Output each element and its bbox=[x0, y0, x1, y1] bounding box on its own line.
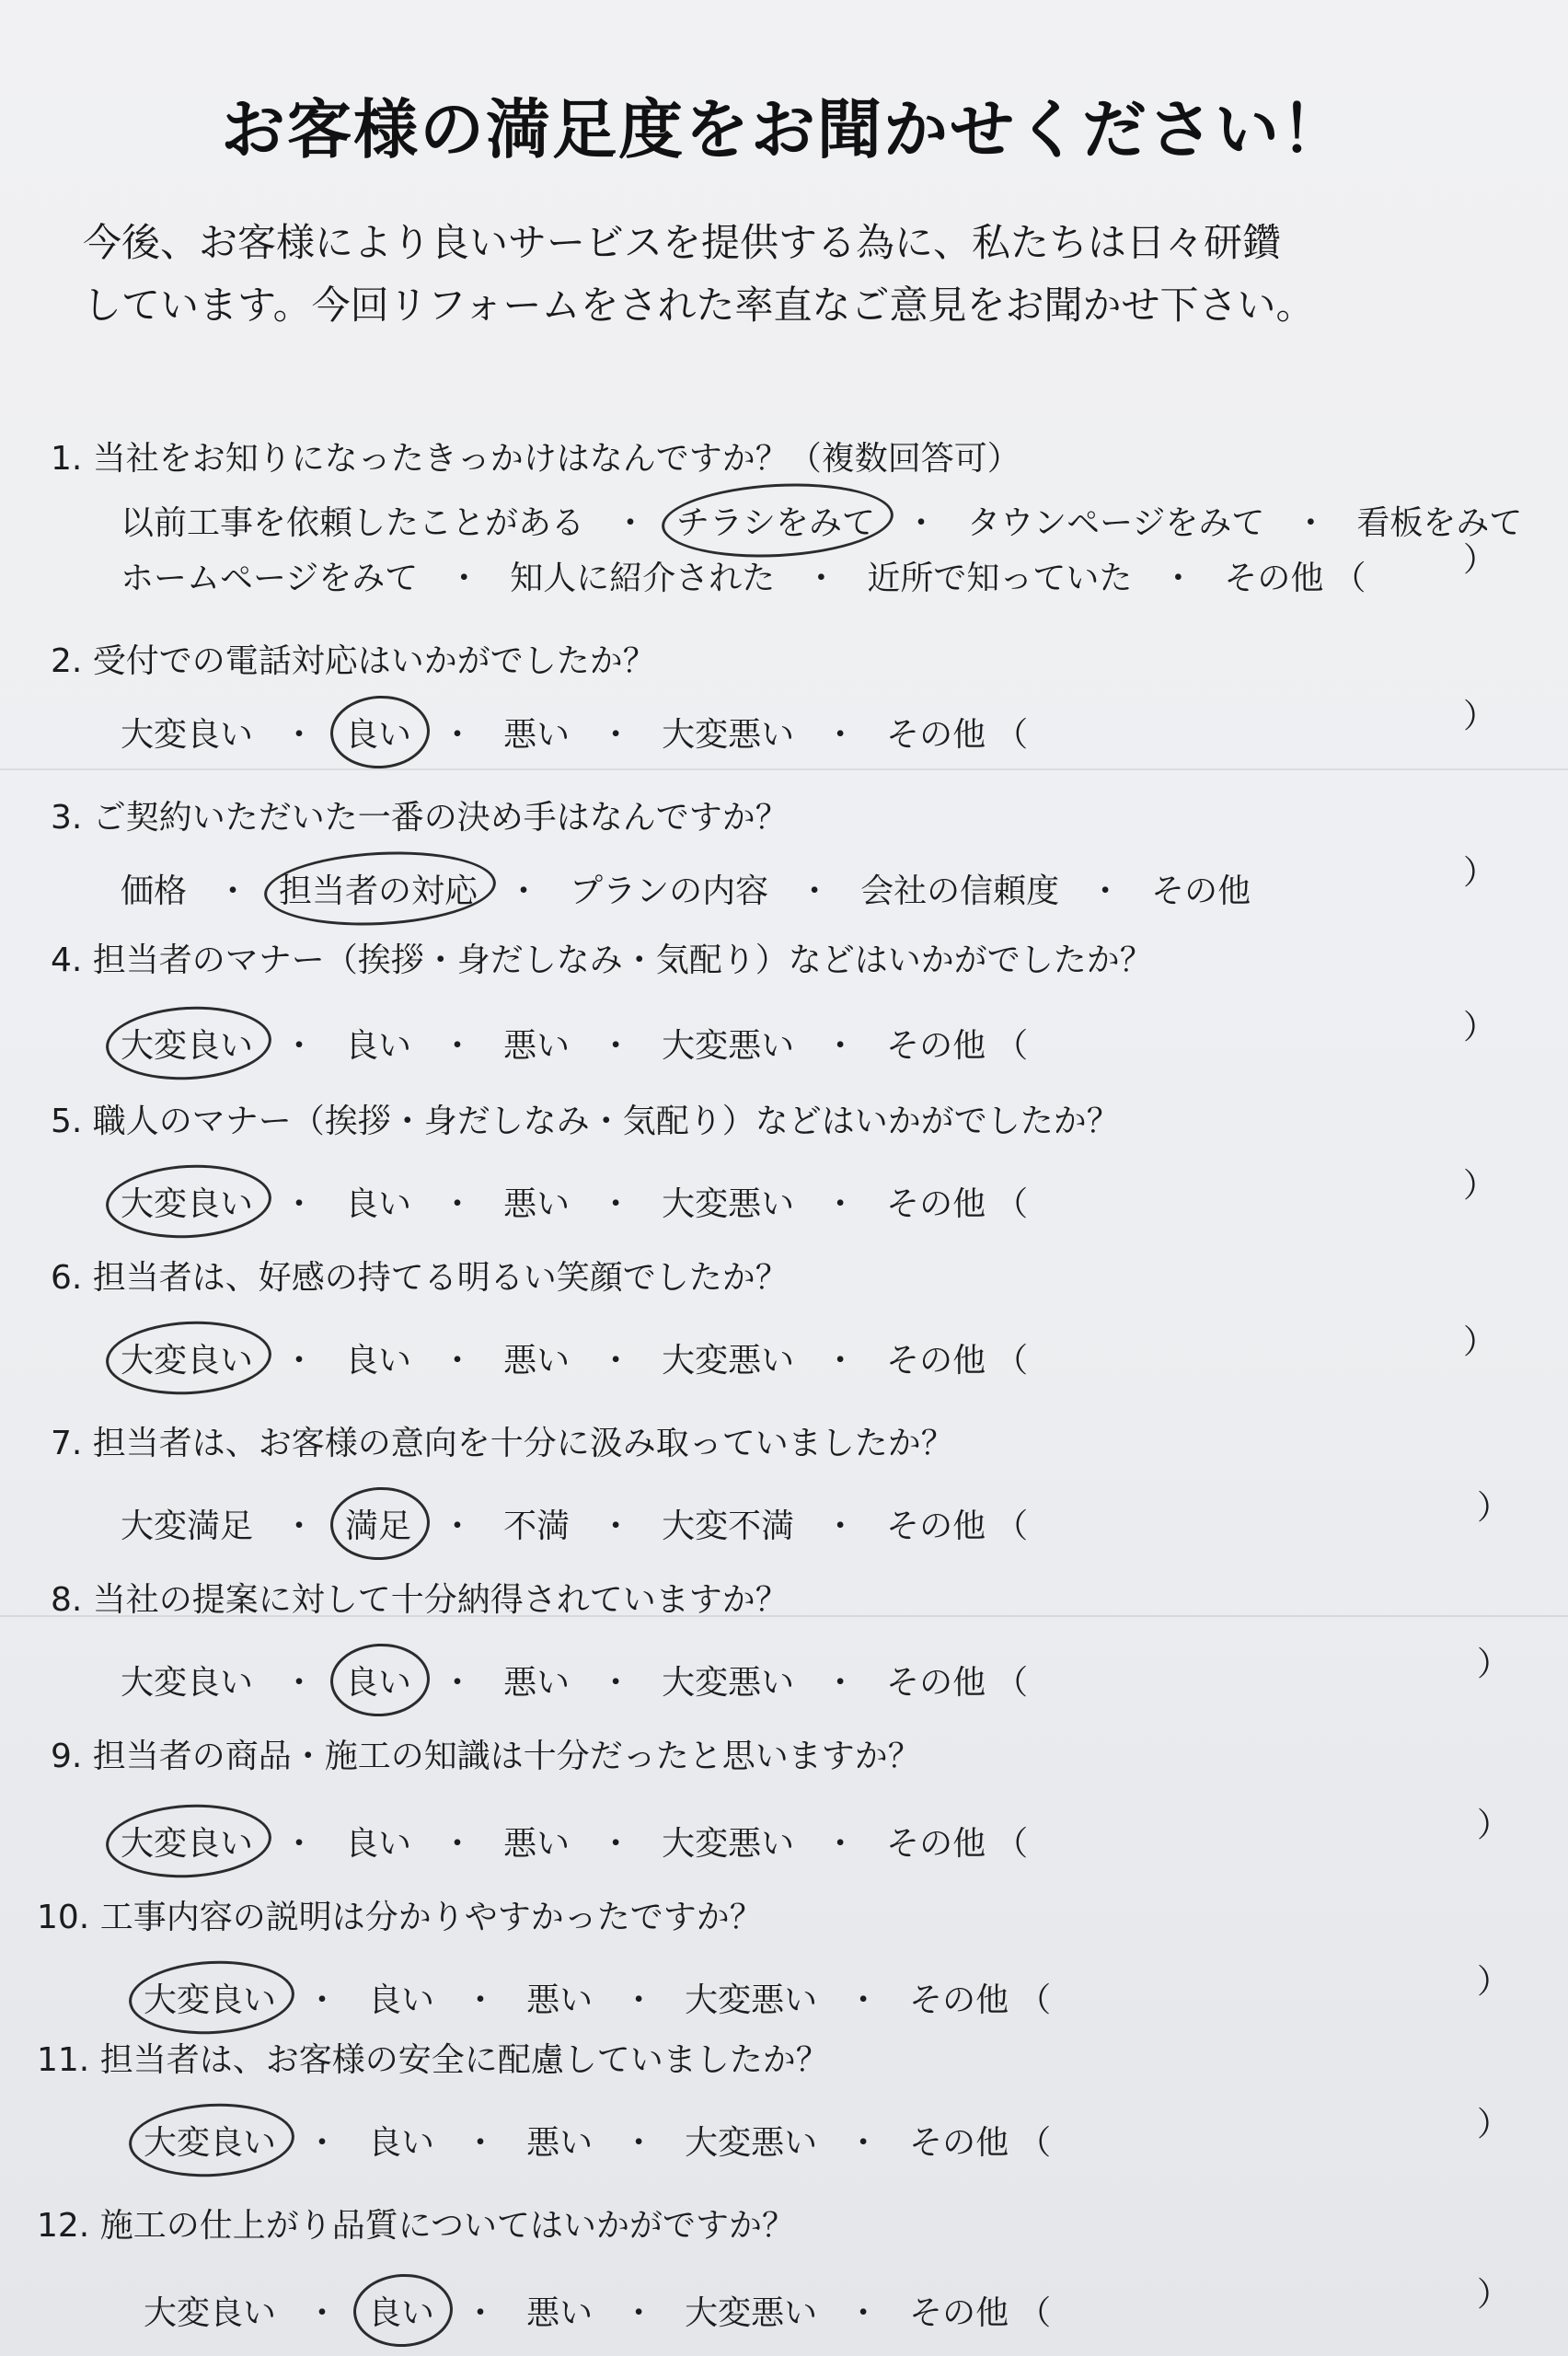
paren-close: ） bbox=[1477, 2276, 1511, 2314]
separator: ・ bbox=[614, 504, 648, 542]
paren-close: ） bbox=[1463, 698, 1497, 735]
separator: ・ bbox=[306, 2294, 340, 2332]
options-row bbox=[115, 865, 1256, 912]
separator: ・ bbox=[441, 1825, 475, 1863]
option-item[interactable]: 良い bbox=[368, 1981, 435, 2019]
option-selected[interactable]: 大変良い bbox=[115, 1178, 259, 1225]
option-selected[interactable]: 大変良い bbox=[115, 1334, 259, 1381]
separator: ・ bbox=[824, 1825, 858, 1863]
paren-open: （ bbox=[995, 1825, 1029, 1863]
option-selected[interactable]: 大変良い bbox=[138, 1974, 282, 2021]
separator: ・ bbox=[441, 716, 475, 754]
option-item[interactable]: 知人に紹介された bbox=[510, 560, 776, 597]
separator: ・ bbox=[847, 2124, 881, 2162]
option-item[interactable]: 悪い bbox=[526, 2294, 594, 2332]
separator: ・ bbox=[464, 1981, 498, 2019]
option-item[interactable]: 良い bbox=[345, 1027, 412, 1065]
option-item[interactable]: その他 bbox=[886, 1825, 986, 1863]
paren-close: ） bbox=[1477, 1807, 1511, 1844]
separator: ・ bbox=[599, 1664, 633, 1702]
separator: ・ bbox=[599, 1825, 633, 1863]
separator: ・ bbox=[599, 1342, 633, 1380]
separator: ・ bbox=[622, 2294, 656, 2332]
option-item[interactable]: その他 bbox=[886, 1027, 986, 1065]
options-row bbox=[115, 1500, 1028, 1547]
options-row bbox=[115, 1657, 1028, 1703]
option-selected[interactable]: 良い bbox=[363, 2287, 440, 2334]
question-text: 10. 工事内容の説明は分かりやすかったですか？ bbox=[37, 1899, 763, 1936]
separator: ・ bbox=[282, 1825, 317, 1863]
separator: ・ bbox=[282, 1664, 317, 1702]
option-item[interactable]: その他 bbox=[886, 1185, 986, 1223]
option-item[interactable]: 会社の信頼度 bbox=[860, 872, 1060, 910]
option-item[interactable]: 良い bbox=[345, 1825, 412, 1863]
question-text: 3. ご契約いただいた一番の決め手はなんですか？ bbox=[51, 799, 789, 837]
options-row bbox=[115, 709, 1028, 756]
separator: ・ bbox=[441, 1342, 475, 1380]
question-text: 4. 担当者のマナー（挨拶・身だしなみ・気配り）などはいかがでしたか？ bbox=[51, 941, 1153, 979]
intro-line-1: 今後、お客様により良いサービスを提供する為に、私たちは日々研鑽 bbox=[83, 220, 1282, 265]
separator: ・ bbox=[905, 504, 939, 542]
option-item[interactable]: 大変不満 bbox=[662, 1507, 795, 1545]
paren-open: （ bbox=[995, 1507, 1029, 1545]
separator: ・ bbox=[282, 716, 317, 754]
separator: ・ bbox=[599, 716, 633, 754]
options-row bbox=[115, 1020, 1028, 1067]
option-item[interactable]: 悪い bbox=[503, 1825, 571, 1863]
question-text: 7. 担当者は、お客様の意向を十分に汲み取っていましたか？ bbox=[51, 1425, 954, 1462]
separator: ・ bbox=[1294, 504, 1328, 542]
option-item[interactable]: 大変悪い bbox=[662, 1342, 795, 1380]
intro-text bbox=[83, 212, 1518, 337]
option-selected[interactable]: チラシをみて bbox=[671, 497, 881, 544]
option-selected[interactable]: 良い bbox=[340, 709, 417, 756]
question-text: 6. 担当者は、好感の持てる明るい笑顔でしたか？ bbox=[51, 1259, 789, 1297]
option-item[interactable]: その他 bbox=[909, 2124, 1009, 2162]
options-row bbox=[138, 2117, 1051, 2164]
option-item[interactable]: その他 bbox=[1224, 560, 1324, 597]
options-row bbox=[115, 1178, 1028, 1225]
separator: ・ bbox=[306, 1981, 340, 2019]
option-item[interactable]: その他 bbox=[886, 1507, 986, 1545]
option-item[interactable]: 大変良い bbox=[121, 1664, 254, 1702]
option-item[interactable]: 良い bbox=[345, 1342, 412, 1380]
options-row bbox=[115, 1818, 1028, 1865]
separator: ・ bbox=[1161, 560, 1195, 597]
option-item[interactable]: 悪い bbox=[503, 1185, 571, 1223]
paren-close: ） bbox=[1463, 1167, 1497, 1205]
separator: ・ bbox=[824, 1342, 858, 1380]
question-text: 2. 受付での電話対応はいかがでしたか？ bbox=[51, 642, 656, 680]
paren-close: ） bbox=[1463, 541, 1497, 579]
paren-open: （ bbox=[995, 1342, 1029, 1380]
separator: ・ bbox=[824, 1507, 858, 1545]
separator: ・ bbox=[441, 1664, 475, 1702]
option-item[interactable]: 悪い bbox=[526, 1981, 594, 2019]
option-item[interactable]: その他 bbox=[909, 2294, 1009, 2332]
option-item[interactable]: 大変良い bbox=[144, 2294, 277, 2332]
paren-close: ） bbox=[1463, 1323, 1497, 1361]
option-item[interactable]: 大変満足 bbox=[121, 1507, 254, 1545]
option-item[interactable]: その他 bbox=[909, 1981, 1009, 2019]
option-selected[interactable]: 良い bbox=[340, 1657, 417, 1703]
separator: ・ bbox=[441, 1027, 475, 1065]
separator: ・ bbox=[507, 872, 541, 910]
option-item[interactable]: 大変悪い bbox=[662, 1185, 795, 1223]
separator: ・ bbox=[1089, 872, 1123, 910]
intro-line-2: しています。今回リフォームをされた率直なご意見をお聞かせ下さい。 bbox=[83, 283, 1315, 328]
option-item[interactable]: その他 bbox=[886, 716, 986, 754]
option-item[interactable]: 大変悪い bbox=[685, 2294, 818, 2332]
paren-open: （ bbox=[995, 716, 1029, 754]
paren-open: （ bbox=[995, 1027, 1029, 1065]
separator: ・ bbox=[847, 2294, 881, 2332]
option-item[interactable]: 悪い bbox=[503, 1027, 571, 1065]
option-selected[interactable]: 大変良い bbox=[115, 1818, 259, 1865]
separator: ・ bbox=[282, 1342, 317, 1380]
separator: ・ bbox=[847, 1981, 881, 2019]
options-row bbox=[115, 1334, 1028, 1381]
separator: ・ bbox=[798, 872, 832, 910]
paren-close: ） bbox=[1477, 1646, 1511, 1683]
option-selected[interactable]: 満足 bbox=[340, 1500, 417, 1547]
question-text: 9. 担当者の商品・施工の知識は十分だったと思いますか？ bbox=[51, 1738, 921, 1775]
option-selected[interactable]: 大変良い bbox=[115, 1020, 259, 1067]
option-item[interactable]: その他 bbox=[886, 1342, 986, 1380]
separator: ・ bbox=[622, 1981, 656, 2019]
separator: ・ bbox=[824, 1664, 858, 1702]
paren-close: ） bbox=[1463, 1009, 1497, 1046]
option-item[interactable]: 大変悪い bbox=[662, 716, 795, 754]
separator: ・ bbox=[282, 1185, 317, 1223]
question-text: 12. 施工の仕上がり品質についてはいかがですか？ bbox=[37, 2207, 795, 2245]
option-item[interactable]: 大変良い bbox=[121, 716, 254, 754]
question-text: 8. 当社の提案に対して十分納得されていますか？ bbox=[51, 1581, 789, 1619]
option-item[interactable]: 大変悪い bbox=[685, 1981, 818, 2019]
options-row bbox=[115, 552, 1366, 599]
options-row bbox=[115, 497, 1528, 544]
option-item[interactable]: 悪い bbox=[526, 2124, 594, 2162]
option-item[interactable]: プランの内容 bbox=[570, 872, 769, 910]
option-item[interactable]: その他 bbox=[886, 1664, 986, 1702]
option-item[interactable]: 以前工事を依頼したことがある bbox=[121, 504, 585, 542]
option-item[interactable]: 悪い bbox=[503, 1342, 571, 1380]
separator: ・ bbox=[599, 1507, 633, 1545]
paren-open: （ bbox=[995, 1185, 1029, 1223]
separator: ・ bbox=[599, 1027, 633, 1065]
separator: ・ bbox=[306, 2124, 340, 2162]
option-item[interactable]: 大変悪い bbox=[662, 1825, 795, 1863]
option-item[interactable]: 大変悪い bbox=[685, 2124, 818, 2162]
paren-open: （ bbox=[1018, 2124, 1052, 2162]
option-item[interactable]: タウンページをみて bbox=[967, 504, 1265, 542]
paren-close: ） bbox=[1477, 1489, 1511, 1527]
question-text: 5. 職人のマナー（挨拶・身だしなみ・気配り）などはいかがでしたか？ bbox=[51, 1103, 1120, 1140]
option-item[interactable]: 良い bbox=[345, 1185, 412, 1223]
separator: ・ bbox=[824, 1185, 858, 1223]
question-text: 1. 当社をお知りになったきっかけはなんですか？（複数回答可） bbox=[51, 440, 1020, 478]
separator: ・ bbox=[216, 872, 250, 910]
paren-open: （ bbox=[995, 1664, 1029, 1702]
separator: ・ bbox=[599, 1185, 633, 1223]
option-item[interactable]: 悪い bbox=[503, 716, 571, 754]
option-item[interactable]: 価格 bbox=[121, 872, 188, 910]
option-item[interactable]: 大変悪い bbox=[662, 1027, 795, 1065]
option-item[interactable]: 不満 bbox=[503, 1507, 571, 1545]
separator: ・ bbox=[824, 716, 858, 754]
paren-close: ） bbox=[1477, 2106, 1511, 2143]
option-item[interactable]: 良い bbox=[368, 2124, 435, 2162]
page-title: お客様の満足度をお聞かせください！ bbox=[221, 92, 1347, 167]
question-text: 11. 担当者は、お客様の安全に配慮していましたか？ bbox=[37, 2041, 829, 2079]
option-item[interactable]: 大変悪い bbox=[662, 1664, 795, 1702]
options-row bbox=[138, 2287, 1051, 2334]
paren-close: ） bbox=[1463, 854, 1497, 892]
separator: ・ bbox=[441, 1185, 475, 1223]
option-selected[interactable]: 大変良い bbox=[138, 2117, 282, 2164]
separator: ・ bbox=[804, 560, 838, 597]
separator: ・ bbox=[441, 1507, 475, 1545]
paren-close: ） bbox=[1477, 1963, 1511, 2001]
paper-fold-line bbox=[0, 768, 1568, 770]
option-item[interactable]: 悪い bbox=[503, 1664, 571, 1702]
separator: ・ bbox=[282, 1027, 317, 1065]
options-row bbox=[138, 1974, 1051, 2021]
separator: ・ bbox=[824, 1027, 858, 1065]
separator: ・ bbox=[464, 2294, 498, 2332]
option-item[interactable]: その他 bbox=[1151, 872, 1251, 910]
separator: ・ bbox=[464, 2124, 498, 2162]
option-item[interactable]: 看板をみて bbox=[1356, 504, 1523, 542]
separator: ・ bbox=[622, 2124, 656, 2162]
paren-open: （ bbox=[1018, 1981, 1052, 2019]
paren-open: （ bbox=[1018, 2294, 1052, 2332]
paren-open: （ bbox=[1332, 560, 1366, 597]
option-item[interactable]: ホームページをみて bbox=[121, 560, 419, 597]
option-item[interactable]: 近所で知っていた bbox=[867, 560, 1133, 597]
separator: ・ bbox=[282, 1507, 317, 1545]
option-selected[interactable]: 担当者の対応 bbox=[273, 865, 483, 912]
separator: ・ bbox=[447, 560, 481, 597]
